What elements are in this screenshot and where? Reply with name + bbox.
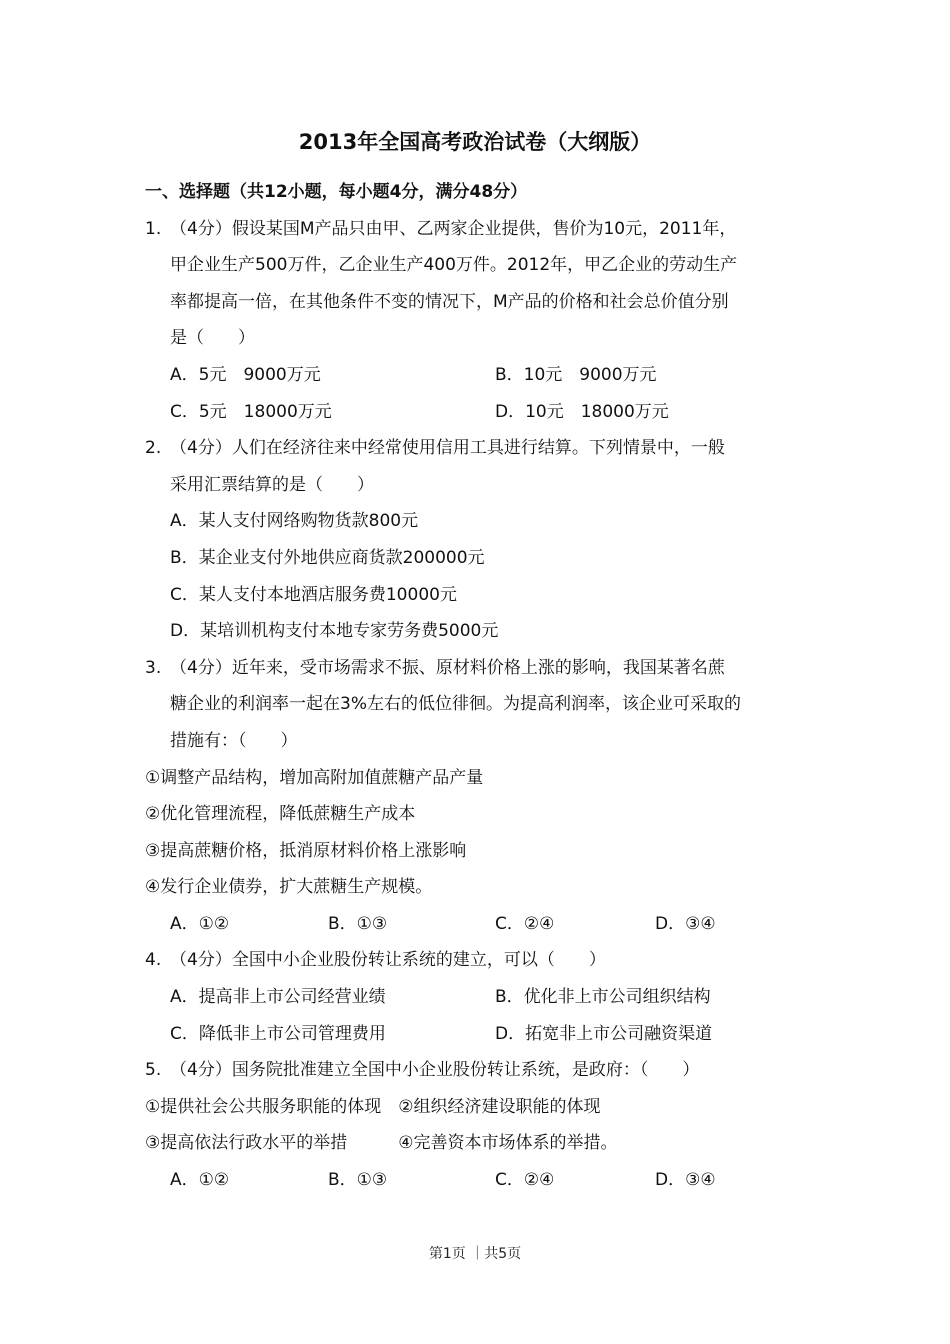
question-text: 糖企业的利润率一起在3%左右的低位徘徊。为提高利润率，该企业可采取的	[170, 694, 741, 715]
statement: ④发行企业债券，扩大蔗糖生产规模。	[145, 877, 433, 898]
option-d: D．某培训机构支付本地专家劳务费5000元	[170, 621, 499, 642]
question-text: 甲企业生产500万件，乙企业生产400万件。2012年，甲乙企业的劳动生产	[170, 255, 738, 276]
question-text: 采用汇票结算的是（ ）	[170, 474, 374, 495]
question-number: 5.	[145, 1060, 162, 1081]
question-5	[145, 1052, 825, 1198]
question-number: 2.	[145, 438, 162, 459]
option-c: C．②④	[495, 913, 555, 934]
option-a: A．某人支付网络购物货款800元	[170, 511, 419, 532]
statement: ③提高蔗糖价格，抵消原材料价格上涨影响	[145, 840, 467, 861]
option-b: B．①③	[328, 1170, 388, 1191]
option-d: D．③④	[655, 1170, 716, 1191]
option-a: A．5元 9000万元	[170, 364, 321, 385]
option-c: C．5元 18000万元	[170, 401, 332, 422]
option-c: C．②④	[495, 1170, 555, 1191]
option-b: B．10元 9000万元	[495, 364, 657, 385]
page-title: 2013年全国高考政治试卷（大纲版）	[298, 130, 652, 154]
question-4	[145, 942, 825, 1052]
option-b: B．某企业支付外地供应商货款200000元	[170, 547, 485, 568]
option-a: A．提高非上市公司经营业绩	[170, 987, 386, 1008]
option-d: D．10元 18000万元	[495, 401, 669, 422]
question-text: （4分）国务院批准建立全国中小企业股份转让系统，是政府：（ ）	[170, 1060, 700, 1081]
option-b: B．①③	[328, 913, 388, 934]
option-c: C．降低非上市公司管理费用	[170, 1023, 386, 1044]
option-d: D．拓宽非上市公司融资渠道	[495, 1023, 713, 1044]
document-body	[145, 174, 825, 1199]
question-2	[145, 430, 825, 650]
question-text: （4分）假设某国M产品只由甲、乙两家企业提供，售价为10元，2011年，	[170, 218, 737, 239]
section-heading: 一、选择题（共12小题，每小题4分，满分48分）	[145, 182, 528, 202]
question-number: 3.	[145, 657, 162, 678]
question-1	[145, 211, 825, 431]
question-text: （4分）全国中小企业股份转让系统的建立，可以（ ）	[170, 950, 606, 971]
statement: ①提供社会公共服务职能的体现 ②组织经济建设职能的体现	[145, 1096, 601, 1117]
option-c: C．某人支付本地酒店服务费10000元	[170, 584, 457, 605]
statement: ②优化管理流程，降低蔗糖生产成本	[145, 804, 416, 825]
page-footer: 第1页 ｜共5页	[428, 1246, 522, 1262]
question-number: 4.	[145, 950, 162, 971]
question-3	[145, 650, 825, 943]
option-d: D．③④	[655, 913, 716, 934]
question-text: 措施有：（ ）	[170, 730, 298, 751]
question-text: （4分）人们在经济往来中经常使用信用工具进行结算。下列情景中，一般	[170, 438, 725, 459]
statement: ③提高依法行政水平的举措 ④完善资本市场体系的举措。	[145, 1133, 618, 1154]
question-text: （4分）近年来，受市场需求不振、原材料价格上涨的影响，我国某著名蔗	[170, 657, 725, 678]
question-number: 1.	[145, 218, 162, 239]
option-a: A．①②	[170, 913, 230, 934]
statement: ①调整产品结构，增加高附加值蔗糖产品产量	[145, 767, 484, 788]
question-text: 是（ ）	[170, 328, 255, 349]
option-a: A．①②	[170, 1170, 230, 1191]
option-b: B．优化非上市公司组织结构	[495, 987, 711, 1008]
question-text: 率都提高一倍，在其他条件不变的情况下，M产品的价格和社会总价值分别	[170, 291, 729, 312]
